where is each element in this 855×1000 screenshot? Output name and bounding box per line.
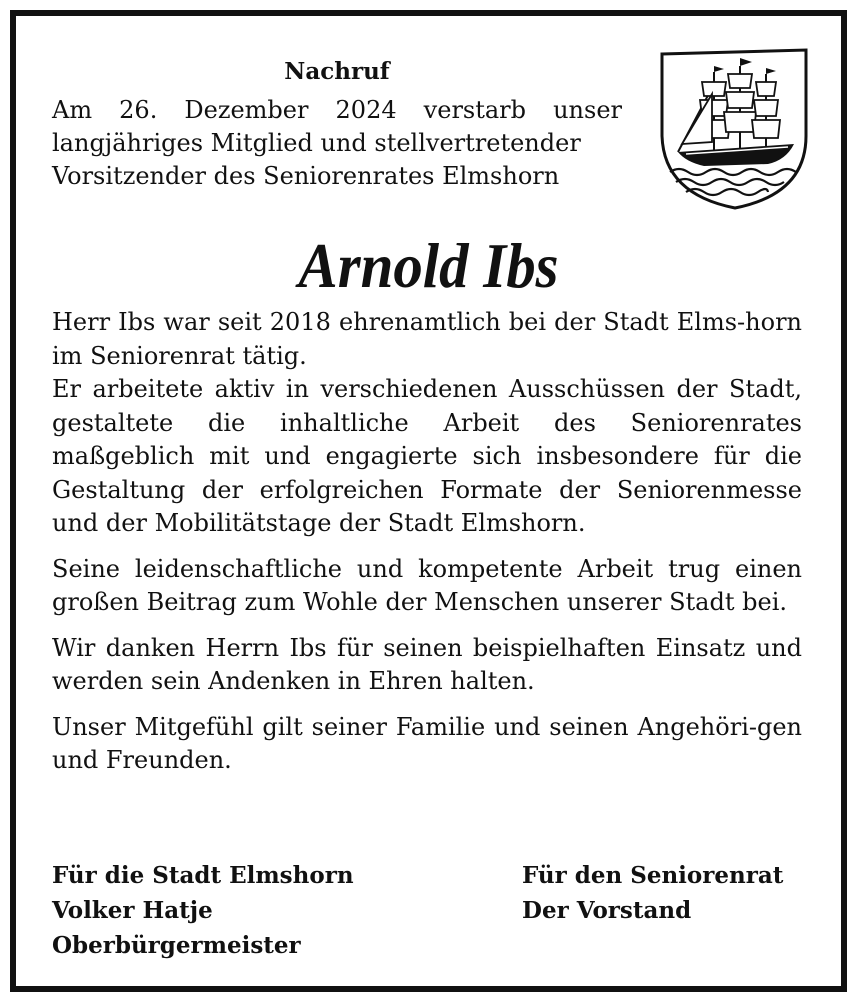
intro-line-3: Vorsitzender des Seniorenrates Elmshorn xyxy=(52,162,560,190)
intro-text xyxy=(52,94,622,193)
paragraph-3: Seine leidenschaftliche und kompetente Arbeit trug einen großen Beitrag zum Wohle der Menschen unserer Stadt bei. xyxy=(52,554,802,616)
intro-line-2: langjähriges Mitglied und stellvertretender xyxy=(52,129,581,157)
coat-of-arms-ship-icon xyxy=(656,44,814,212)
signature-city-line-1: Für die Stadt Elmshorn xyxy=(52,862,354,889)
obituary-body xyxy=(52,306,802,790)
signature-city xyxy=(52,858,354,963)
signature-city-line-3: Oberbürgermeister xyxy=(52,932,301,959)
paragraph-4: Wir danken Herrn Ibs für seinen beispielhaften Einsatz und werden sein Andenken in Ehren halten. xyxy=(52,633,802,695)
notice-heading: Nachruf xyxy=(284,58,390,85)
paragraph-2: Er arbeitete aktiv in verschiedenen Ausschüssen der Stadt, gestaltete die inhaltliche Arbeit des Seniorenrates maßgeblich mit und engagierte sich insbesondere für die Gestaltung der erfolgreichen Formate der Seniorenmesse und der Mobilitätstage der Stadt Elmshorn. xyxy=(52,375,802,537)
intro-line-1: Am 26. Dezember 2024 verstarb unser xyxy=(52,96,622,124)
paragraph-5: Unser Mitgefühl gilt seiner Familie und seinen Angehöri-gen und Freunden. xyxy=(52,712,802,774)
paragraph-1: Herr Ibs war seit 2018 ehrenamtlich bei der Stadt Elms-horn im Seniorenrat tätig. xyxy=(52,308,802,370)
signature-council xyxy=(522,858,783,928)
obituary-content xyxy=(16,16,841,986)
signature-council-line-1: Für den Seniorenrat xyxy=(522,862,784,889)
signature-city-line-2: Volker Hatje xyxy=(52,897,213,924)
signature-council-line-2: Der Vorstand xyxy=(522,897,692,924)
deceased-name: Arnold Ibs xyxy=(298,230,559,301)
header-block xyxy=(52,56,622,193)
obituary-frame xyxy=(10,10,847,992)
